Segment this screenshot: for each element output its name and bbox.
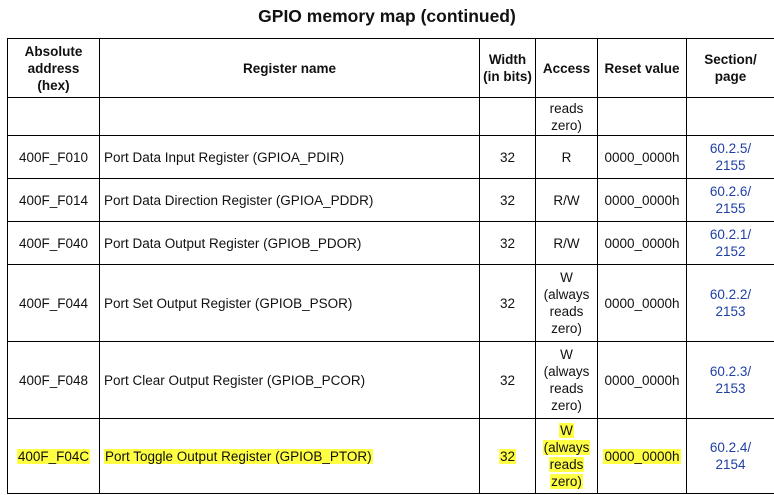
address-cell: 400F_F04C [8, 419, 100, 494]
table-row-continued [8, 98, 774, 136]
access-cell: W (always reads zero) [536, 419, 598, 494]
address-cell: 400F_F044 [8, 265, 100, 342]
section-link[interactable]: 60.2.6/ 2155 [687, 179, 774, 222]
reset-value-cell: 0000_0000h [598, 179, 687, 222]
section-link[interactable]: 60.2.3/ 2153 [687, 342, 774, 419]
width-cell: 32 [480, 419, 536, 494]
width-cell: 32 [480, 136, 536, 179]
access-cell: W (always reads zero) [536, 265, 598, 342]
table-row [8, 136, 774, 179]
reset-value-cell: 0000_0000h [598, 342, 687, 419]
register-name-cell: Port Clear Output Register (GPIOB_PCOR) [100, 342, 480, 419]
table-row-highlighted [8, 419, 774, 494]
header-section-page: Section/ page [687, 39, 774, 98]
width-cell: 32 [480, 179, 536, 222]
reset-value-cell: 0000_0000h [598, 222, 687, 265]
header-width: Width (in bits) [480, 39, 536, 98]
register-name-cell: Port Data Input Register (GPIOA_PDIR) [100, 136, 480, 179]
table-row [8, 342, 774, 419]
address-cell: 400F_F010 [8, 136, 100, 179]
access-cell: R/W [536, 222, 598, 265]
width-cell: 32 [480, 265, 536, 342]
section-link[interactable]: 60.2.2/ 2153 [687, 265, 774, 342]
register-name-cell: Port Set Output Register (GPIOB_PSOR) [100, 265, 480, 342]
memory-map-table [7, 38, 774, 494]
register-name-cell: Port Data Direction Register (GPIOA_PDDR) [100, 179, 480, 222]
register-name-cell: Port Data Output Register (GPIOB_PDOR) [100, 222, 480, 265]
width-cell: 32 [480, 342, 536, 419]
header-access: Access [536, 39, 598, 98]
page-title: GPIO memory map (continued) [258, 6, 516, 26]
access-cell: W (always reads zero) [536, 342, 598, 419]
section-link[interactable]: 60.2.4/ 2154 [687, 419, 774, 494]
access-cell: R [536, 136, 598, 179]
address-cell: 400F_F014 [8, 179, 100, 222]
reset-value-cell: 0000_0000h [598, 136, 687, 179]
reset-value-cell: 0000_0000h [598, 419, 687, 494]
address-cell: 400F_F040 [8, 222, 100, 265]
section-link[interactable]: 60.2.1/ 2152 [687, 222, 774, 265]
table-header-row [8, 39, 774, 98]
width-cell: 32 [480, 222, 536, 265]
access-cell: R/W [536, 179, 598, 222]
table-row [8, 265, 774, 342]
reset-value-cell: 0000_0000h [598, 265, 687, 342]
table-row [8, 222, 774, 265]
section-link[interactable]: 60.2.5/ 2155 [687, 136, 774, 179]
address-cell: 400F_F048 [8, 342, 100, 419]
access-cell: reads zero) [536, 98, 598, 136]
header-address: Absolute address (hex) [8, 39, 100, 98]
table-row [8, 179, 774, 222]
header-register-name: Register name [100, 39, 480, 98]
header-reset-value: Reset value [598, 39, 687, 98]
register-name-cell: Port Toggle Output Register (GPIOB_PTOR) [100, 419, 480, 494]
